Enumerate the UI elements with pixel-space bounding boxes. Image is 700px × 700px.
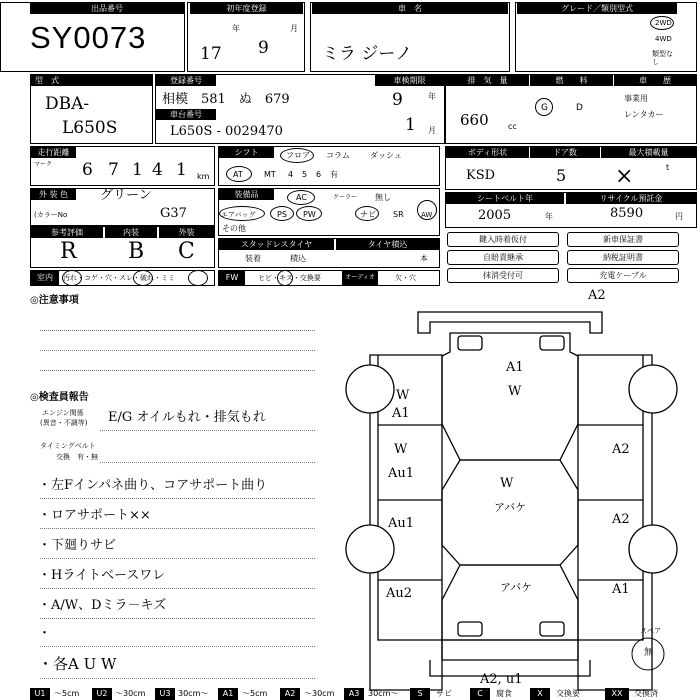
model-label: 車 名 (312, 3, 508, 14)
audio-label: オーディオ (342, 271, 378, 285)
shift-5: 5 (302, 170, 308, 179)
interior-label: 室内 (31, 271, 59, 285)
equip-airbag: エアバッグ (221, 211, 256, 219)
recycle-label: リサイクル預託金 (566, 193, 696, 204)
mileage-d4: 4 (152, 160, 163, 180)
dmg-left-door: Au1 (388, 516, 415, 531)
dmg-right-rear: A1 (612, 582, 630, 597)
mileage-unit: km (197, 172, 210, 181)
seatbelt-label: シートベルト年 (446, 193, 564, 204)
mileage-d2: 7 (108, 160, 119, 180)
type-value-2: L650S (62, 118, 118, 138)
dmg-trunk: アバケ (500, 581, 533, 594)
chassis-value: L650S - 0029470 (170, 124, 283, 139)
shift-label: シフト (219, 147, 274, 158)
equip-sr: SR (393, 210, 404, 219)
dmg-right-mid: A2 (612, 512, 630, 527)
load-unit: t (666, 163, 670, 172)
fw-items: ヒビ・キズ・交換要 (258, 274, 321, 282)
doc-warranty: 新車保証書 (567, 232, 679, 247)
mileage-mark: マーク (34, 161, 53, 168)
timing-label: タイミングベルト (40, 442, 96, 450)
legend-u2-val: ～30cm (115, 689, 146, 698)
disp-value: 660 (460, 111, 489, 129)
engine-sub: (異音・不調等) (40, 419, 88, 427)
mileage-label: 走行距離 (31, 147, 76, 158)
shift-at: AT (233, 170, 243, 179)
doc-insurance: 自賠責継承 (447, 250, 559, 265)
legend-x-val: 交換要 (556, 689, 580, 698)
eval-exterior: C (178, 239, 195, 264)
dmg-left-mid-1: W (394, 442, 408, 457)
legend-a3: A3 (344, 688, 364, 700)
fuel-d: D (576, 103, 583, 113)
eval-exterior-label: 外装 (159, 227, 214, 238)
studless-load: 積込 (290, 254, 306, 263)
lot-label: 出品番号 (30, 3, 184, 14)
dmg-left-front-1: W (396, 388, 410, 403)
seatbelt-value: 2005 (478, 208, 512, 223)
type-value-1: DBA- (45, 94, 90, 114)
recycle-value: 8590 (610, 206, 644, 221)
dmg-hood: A1 (506, 360, 524, 375)
legend-xx: XX (605, 688, 629, 700)
legend-u1: U1 (30, 688, 50, 700)
inspect-year: 9 (392, 90, 403, 110)
first-reg-year-unit: 年 (232, 24, 240, 33)
studless-on: 装着 (245, 254, 261, 263)
tire-label: タイヤ積込 (336, 239, 439, 250)
eval-interior: B (128, 239, 145, 264)
report-item-1: ・左Fインパネ曲り、コアサポート曲り (38, 478, 268, 493)
first-reg-month: 9 (258, 38, 269, 58)
legend-u3-val: 30cm～ (178, 689, 209, 698)
dmg-roof-2: アバケ (494, 501, 527, 514)
use-2: レンタカー (624, 110, 664, 119)
dmg-bottom: A2, u1 (480, 672, 523, 687)
shift-mt: MT (264, 170, 276, 179)
load-value: × (615, 164, 634, 189)
inspect-month: 1 (405, 115, 416, 135)
dmg-hood-mark: W (508, 384, 522, 399)
eval-grade-label: 参考評価 (31, 227, 103, 238)
first-reg-label: 初年度登録 (190, 3, 303, 14)
lot-number: SY0073 (30, 20, 147, 55)
engine-value: E/G オイルもれ・排気もれ (108, 410, 266, 425)
color-label: 外 装 色 (31, 189, 76, 200)
report-item-4: ・Hライトベースワレ (38, 568, 166, 583)
equip-aw: AW (421, 211, 433, 219)
timing-sub: 交換 有・無 (56, 453, 98, 461)
wheel-left-front (346, 365, 394, 413)
color-code: G37 (160, 206, 187, 221)
doc-cable: 充電ケーブル (567, 268, 679, 283)
regno-label: 登録番号 (156, 75, 216, 86)
shift-4: 4 (288, 170, 294, 179)
fw-label: FW (219, 271, 245, 285)
fuel-label: 燃 料 (530, 75, 613, 86)
report-item-5: ・A/W、Dミラ－キズ (38, 598, 167, 613)
grade-opt-none: 類型なし (652, 50, 673, 66)
mileage-d1: 6 (82, 160, 93, 180)
doors-value: 5 (556, 166, 567, 185)
recycle-unit: 円 (675, 212, 683, 221)
grade-opt-4wd: 4WD (655, 35, 672, 43)
dmg-left-rear: Au2 (386, 586, 413, 601)
seatbelt-unit: 年 (545, 212, 553, 221)
legend-a2-val: ～30cm (304, 689, 335, 698)
report-title: ◎検査員報告 (30, 392, 89, 403)
equip-navi: ナビ (360, 210, 376, 219)
doc-tax: 納税証明書 (567, 250, 679, 265)
legend-x: X (530, 688, 550, 700)
legend-u2: U2 (92, 688, 112, 700)
dmg-right-front: A2 (612, 442, 630, 457)
wheel-right-rear (629, 525, 677, 573)
inspect-label: 車検期限 (375, 75, 444, 86)
use-label: 車 歴 (614, 75, 696, 86)
engine-label: エンジン関係 (42, 409, 84, 417)
doc-key: 鍵入時着仮付 (447, 232, 559, 247)
shift-dash: ダッシュ (370, 151, 402, 160)
equip-pw: PW (303, 210, 316, 219)
chassis-label: 車台番号 (156, 109, 216, 120)
mileage-d5: 1 (176, 160, 187, 180)
spare-value: 無 (644, 648, 654, 658)
equip-cooler: クーラー (333, 194, 358, 201)
equip-none: 無し (375, 193, 391, 202)
color-value: グリーン (100, 188, 152, 203)
load-label: 最大積載量 (601, 147, 696, 158)
first-reg-month-unit: 月 (290, 24, 298, 33)
equip-ps: PS (277, 210, 287, 219)
disp-label: 排 気 量 (446, 75, 529, 86)
fuel-g: G (541, 103, 548, 113)
shift-column: コラム (326, 151, 350, 160)
shift-ari: 有 (330, 170, 338, 179)
legend-s: S (410, 688, 430, 700)
type-label: 型 式 (31, 75, 152, 86)
legend-c: C (470, 688, 490, 700)
report-item-7: ・各A U W (38, 655, 117, 673)
mileage-d3: 1 (132, 160, 143, 180)
body-label: ボディ形状 (446, 147, 529, 158)
report-item-2: ・ロアサポート×× (38, 508, 151, 523)
shift-6: 6 (316, 170, 322, 179)
legend-a3-val: 30cm～ (368, 689, 399, 698)
legend-a2: A2 (280, 688, 300, 700)
equip-other: その他 (222, 224, 246, 233)
audio-items: 欠・穴 (395, 274, 416, 282)
eval-grade: R (60, 239, 77, 264)
disp-unit: cc (508, 122, 517, 131)
eval-interior-label: 内装 (105, 227, 157, 238)
body-value: KSD (466, 168, 496, 183)
wheel-left-rear (346, 525, 394, 573)
dmg-left-mid-2: Au1 (388, 466, 415, 481)
legend-u3: U3 (155, 688, 175, 700)
notes-title: ◎注意事項 (30, 295, 79, 306)
wheel-right-front (629, 365, 677, 413)
report-item-6: ・ (38, 626, 52, 641)
grade-label: グレード／類別型式 (517, 3, 677, 14)
studless-label: スタッドレスタイヤ (219, 239, 334, 250)
legend-c-val: 腐食 (496, 689, 512, 698)
dmg-left-front-2: A1 (392, 406, 410, 421)
legend-a1: A1 (218, 688, 238, 700)
color-code-label: (カラーNo (34, 211, 68, 219)
dmg-roof: W (500, 476, 514, 491)
grade-opt-2wd: 2WD (655, 19, 672, 27)
doc-cancel: 抹消受付可 (447, 268, 559, 283)
doors-label: ドア数 (530, 147, 600, 158)
legend-s-val: サビ (436, 689, 452, 698)
regno-value: 相模 581 ぬ 679 (162, 92, 290, 107)
tire-unit: 本 (420, 254, 428, 263)
inspect-year-unit: 年 (428, 92, 436, 101)
legend-u1-val: ～5cm (54, 689, 80, 698)
use-1: 事業用 (624, 94, 648, 103)
interior-items: 汚れ・コゲ・穴・スレ・破れ・ミミ (63, 274, 175, 282)
shift-floor: フロア (286, 151, 310, 160)
legend-xx-val: 交換済 (634, 689, 658, 698)
first-reg-year: 17 (200, 44, 222, 64)
spare-label: スペア (640, 627, 661, 635)
legend-a1-val: ～5cm (242, 689, 268, 698)
equip-ac: AC (296, 193, 307, 202)
report-item-3: ・下廻りサビ (38, 538, 117, 553)
inspect-month-unit: 月 (428, 126, 436, 135)
dmg-top: A2 (588, 288, 606, 303)
model-value: ミラ ジーノ (322, 44, 413, 64)
equip-label: 装備品 (219, 189, 274, 200)
